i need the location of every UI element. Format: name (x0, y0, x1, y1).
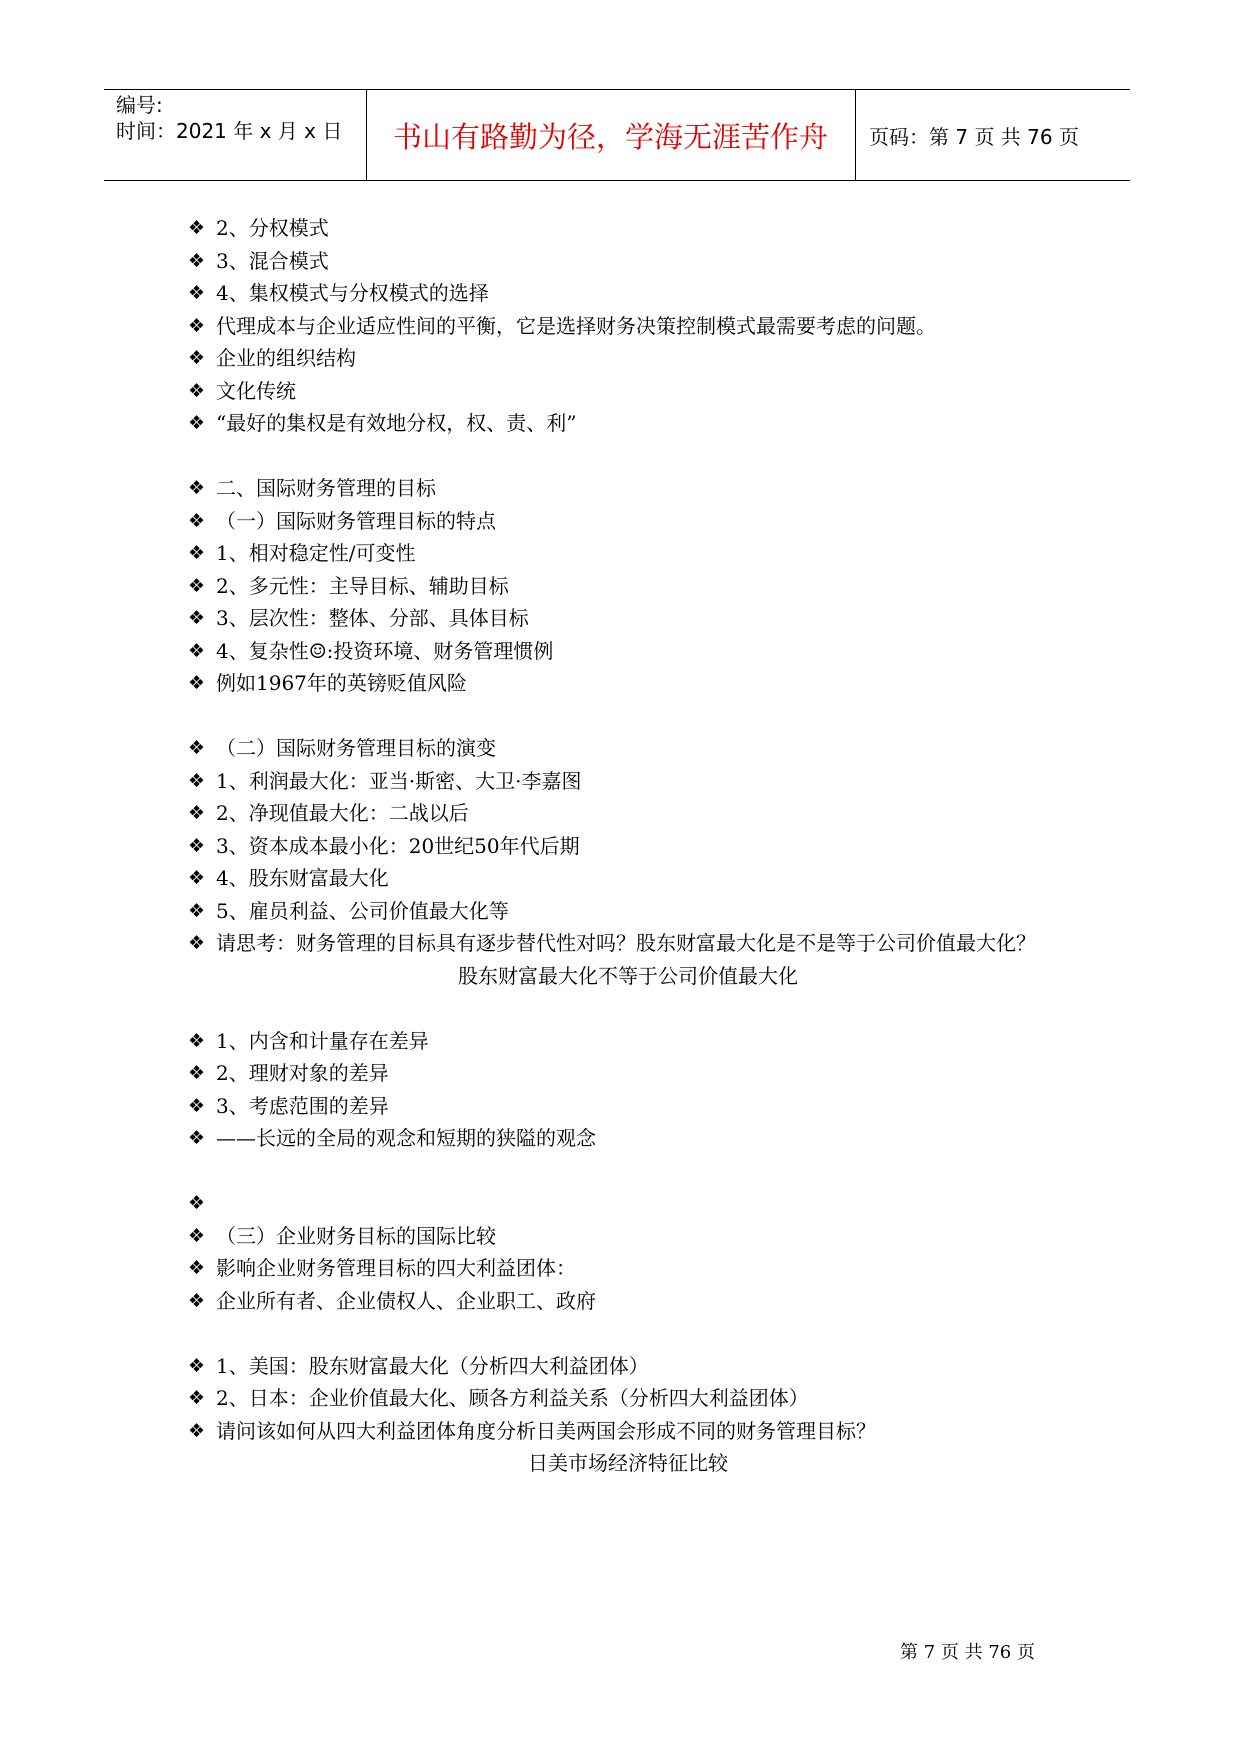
four-diamond-bullet-icon: ❖ (188, 477, 206, 499)
header-right-cell (855, 90, 1130, 180)
list-item-text: “最好的集权是有效地分权，权、责、利” (216, 411, 577, 435)
list-item-text: （二）国际财务管理目标的演变 (216, 736, 496, 760)
list-item (188, 407, 1068, 440)
page-footer: 第 7 页 共 76 页 (900, 1642, 1035, 1663)
centered-caption: 日美市场经济特征比较 (528, 1451, 728, 1475)
list-item (188, 1350, 1068, 1383)
list-item (188, 1025, 1068, 1058)
four-diamond-bullet-icon: ❖ (188, 867, 206, 889)
list-item (188, 1252, 1068, 1285)
four-diamond-bullet-icon: ❖ (188, 314, 206, 337)
list-item-text: 4、股东财富最大化 (216, 866, 389, 890)
list-item (188, 602, 1068, 635)
list-item (188, 1415, 1068, 1448)
list-item (188, 1057, 1068, 1090)
section-gap (188, 440, 1068, 473)
list-item (188, 342, 1068, 375)
list-item-text: 企业的组织结构 (216, 346, 356, 370)
list-item (188, 1285, 1068, 1318)
list-item (188, 375, 1068, 408)
list-item-text: 1、美国：股东财富最大化（分析四大利益团体） (216, 1353, 649, 1378)
centered-caption: 股东财富最大化不等于公司价值最大化 (458, 963, 798, 988)
four-diamond-bullet-icon: ❖ (188, 1062, 206, 1084)
list-item-text: 企业所有者、企业债权人、企业职工、政府 (216, 1288, 596, 1313)
list-item-text: 3、资本成本最小化：20世纪50年代后期 (216, 833, 580, 858)
four-diamond-bullet-icon: ❖ (188, 1192, 206, 1214)
list-item (188, 310, 1068, 343)
section-gap (188, 1187, 1068, 1220)
list-item (188, 1122, 1068, 1155)
list-item (188, 862, 1068, 895)
four-diamond-bullet-icon: ❖ (188, 607, 206, 629)
header-motto: 书山有路勤为径，学海无涯苦作舟 (392, 120, 828, 154)
four-diamond-bullet-icon: ❖ (188, 1029, 206, 1052)
list-item-text: ——长远的全局的观念和短期的狭隘的观念 (216, 1126, 596, 1150)
list-item (188, 537, 1068, 570)
four-diamond-bullet-icon: ❖ (188, 802, 206, 824)
list-item (188, 635, 1068, 668)
four-diamond-bullet-icon: ❖ (188, 1257, 206, 1279)
list-item-text: 2、分权模式 (216, 216, 329, 240)
list-item (188, 765, 1068, 798)
four-diamond-bullet-icon: ❖ (188, 1094, 206, 1117)
list-item-text: 代理成本与企业适应性间的平衡，它是选择财务决策控制模式最需要考虑的问题。 (216, 313, 936, 338)
four-diamond-bullet-icon: ❖ (188, 574, 206, 597)
list-item (188, 927, 1068, 960)
list-item (188, 797, 1068, 830)
four-diamond-bullet-icon: ❖ (188, 932, 206, 954)
four-diamond-bullet-icon: ❖ (188, 542, 206, 564)
four-diamond-bullet-icon: ❖ (188, 1224, 206, 1247)
list-item (188, 1220, 1068, 1253)
list-item-text: 3、考虑范围的差异 (216, 1093, 389, 1118)
document-time-label: 时间：2021 年 x 月 x 日 (116, 119, 343, 143)
list-item-text: 请问该如何从四大利益团体角度分析日美两国会形成不同的财务管理目标？ (216, 1418, 876, 1443)
four-diamond-bullet-icon: ❖ (188, 412, 206, 434)
section-gap (188, 1155, 1068, 1188)
four-diamond-bullet-icon: ❖ (188, 769, 206, 792)
list-item-text: 4、复杂性☺:投资环境、财务管理惯例 (216, 638, 554, 663)
list-item-text: 文化传统 (216, 378, 296, 403)
list-item (188, 212, 1068, 245)
list-item-text: 3、层次性：整体、分部、具体目标 (216, 606, 529, 630)
list-item-text: （一）国际财务管理目标的特点 (216, 508, 496, 533)
four-diamond-bullet-icon: ❖ (188, 347, 206, 369)
list-item (188, 570, 1068, 603)
list-item-text: 1、相对稳定性/可变性 (216, 541, 416, 565)
four-diamond-bullet-icon: ❖ (188, 899, 206, 922)
list-item-text: 2、理财对象的差异 (216, 1061, 389, 1085)
list-item (188, 505, 1068, 538)
four-diamond-bullet-icon: ❖ (188, 737, 206, 759)
four-diamond-bullet-icon: ❖ (188, 1354, 206, 1377)
list-item (188, 277, 1068, 310)
four-diamond-bullet-icon: ❖ (188, 249, 206, 272)
list-item (188, 245, 1068, 278)
list-item (188, 830, 1068, 863)
list-item-text: 1、内含和计量存在差异 (216, 1028, 429, 1053)
list-item-text: 5、雇员利益、公司价值最大化等 (216, 898, 509, 923)
list-item (188, 732, 1068, 765)
section-gap (188, 992, 1068, 1025)
list-item-text: 3、混合模式 (216, 248, 329, 273)
four-diamond-bullet-icon: ❖ (188, 639, 206, 662)
list-item-text: （三）企业财务目标的国际比较 (216, 1223, 496, 1248)
list-item (188, 895, 1068, 928)
four-diamond-bullet-icon: ❖ (188, 834, 206, 857)
list-item-text: 二、国际财务管理的目标 (216, 476, 436, 500)
four-diamond-bullet-icon: ❖ (188, 509, 206, 532)
list-item-text: 2、日本：企业价值最大化、顾各方利益关系（分析四大利益团体） (216, 1386, 809, 1410)
four-diamond-bullet-icon: ❖ (188, 282, 206, 304)
document-body (188, 212, 1068, 1480)
list-item (188, 667, 1068, 700)
list-item-text: 2、净现值最大化：二战以后 (216, 801, 469, 825)
list-item-text: 请思考：财务管理的目标具有逐步替代性对吗？股东财富最大化是不是等于公司价值最大化？ (216, 931, 1036, 955)
header-middle-cell (366, 90, 856, 180)
four-diamond-bullet-icon: ❖ (188, 217, 206, 239)
four-diamond-bullet-icon: ❖ (188, 1127, 206, 1149)
list-item-text: 1、利润最大化：亚当·斯密、大卫·李嘉图 (216, 768, 582, 793)
four-diamond-bullet-icon: ❖ (188, 379, 206, 402)
section-gap (188, 1317, 1068, 1350)
four-diamond-bullet-icon: ❖ (188, 1419, 206, 1442)
header-left-cell (104, 90, 367, 180)
list-item (188, 1382, 1068, 1415)
four-diamond-bullet-icon: ❖ (188, 1387, 206, 1409)
list-item-text: 4、集权模式与分权模式的选择 (216, 281, 489, 305)
list-item (188, 1090, 1068, 1123)
document-code-label: 编号: (116, 93, 163, 117)
header-page-info: 页码：第 7 页 共 76 页 (869, 125, 1079, 149)
list-item-text: 例如1967年的英镑贬值风险 (216, 671, 467, 695)
section-gap (188, 700, 1068, 733)
four-diamond-bullet-icon: ❖ (188, 672, 206, 694)
list-item-text: 2、多元性：主导目标、辅助目标 (216, 573, 509, 598)
header-table (104, 89, 1130, 181)
list-item-text: 影响企业财务管理目标的四大利益团体： (216, 1256, 576, 1280)
list-item (188, 472, 1068, 505)
four-diamond-bullet-icon: ❖ (188, 1289, 206, 1312)
